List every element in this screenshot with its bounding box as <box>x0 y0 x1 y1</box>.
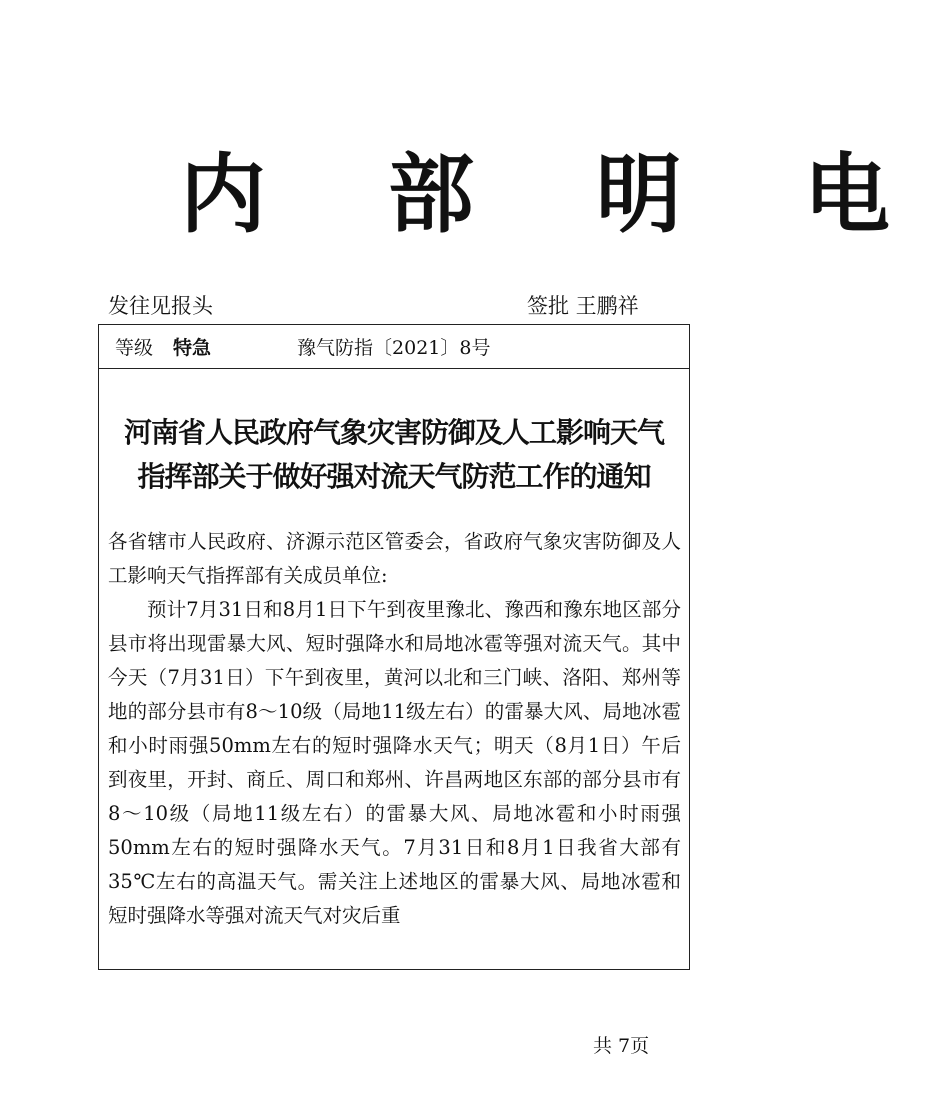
body-paragraph: 预计7月31日和8月1日下午到夜里豫北、豫西和豫东地区部分县市将出现雷暴大风、短时强降水和局地冰雹等强对流天气。其中今天（7月31日）下午到夜里，黄河以北和三门峡、洛阳、郑州等地的部分县市有8～10级（局地11级左右）的雷暴大风、局地冰雹和小时雨强50mm左右的短时强降水天气；明天（8月1日）午后到夜里，开封、商丘、周口和郑州、许昌两地区东部的部分县市有8～10级（局地11级左右）的雷暴大风、局地冰雹和小时雨强50mm左右的短时强降水天气。7月31日和8月1日我省大部有35℃左右的高温天气。需关注上述地区的雷暴大风、局地冰雹和短时强降水等强对流天气对灾后重 <box>108 598 681 927</box>
salutation: 各省辖市人民政府、济源示范区管委会，省政府气象灾害防御及人工影响天气指挥部有关成员单位: <box>108 530 681 587</box>
document-number: 豫气防指〔2021〕8号 <box>297 337 491 359</box>
document-frame <box>98 324 690 970</box>
distribution-label: 发往见报头 <box>108 294 213 318</box>
document-body <box>108 525 681 933</box>
title-line-1: 河南省人民政府气象灾害防御及人工影响天气 <box>123 416 664 449</box>
title-line-2: 指挥部关于做好强对流天气防范工作的通知 <box>137 460 651 493</box>
document-title <box>99 411 689 499</box>
approval-signature: 签批 王鹏祥 <box>527 294 639 318</box>
document-banner: 内 部 明 电 <box>180 144 936 245</box>
document-header-row <box>99 325 689 369</box>
grade-label: 等级 <box>115 337 154 359</box>
grade-value: 特急 <box>173 337 212 359</box>
page-count: 共 7页 <box>593 1035 650 1057</box>
